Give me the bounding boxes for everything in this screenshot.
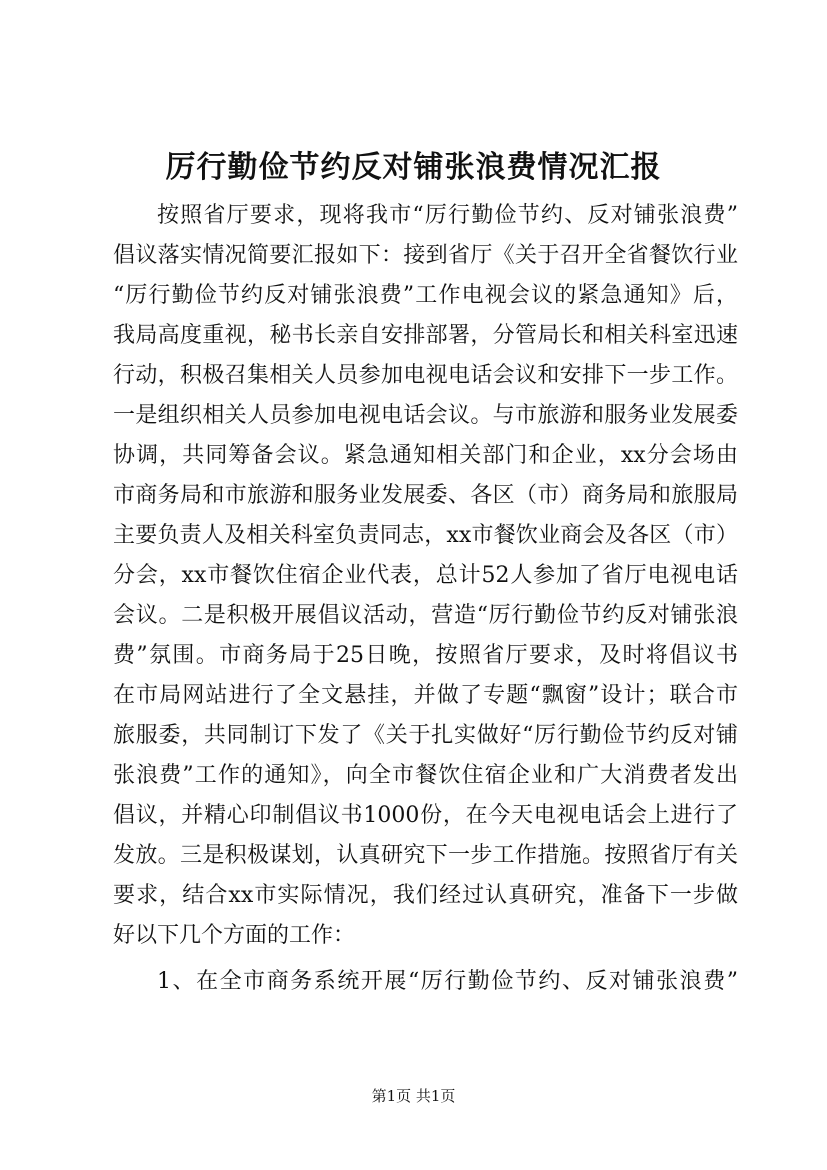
body-line: 协调，共同筹备会议。紧急通知相关部门和企业，xx分会场由 bbox=[113, 443, 738, 468]
body-line: 我局高度重视，秘书长亲自安排部署，分管局长和相关科室迅速 bbox=[113, 323, 738, 348]
body-line: 好以下几个方面的工作： bbox=[113, 923, 356, 948]
body-line: 费”氛围。市商务局于25日晚，按照省厅要求，及时将倡议书 bbox=[113, 643, 738, 668]
body-line: 一是组织相关人员参加电视电话会议。与市旅游和服务业发展委 bbox=[113, 403, 738, 428]
body-line: 按照省厅要求，现将我市“厉行勤俭节约、反对铺张浪费” bbox=[157, 203, 738, 228]
body-line: 张浪费”工作的通知》，向全市餐饮住宿企业和广大消费者发出 bbox=[113, 763, 738, 788]
body-line: 倡议落实情况简要汇报如下：接到省厅《关于召开全省餐饮行业 bbox=[113, 243, 738, 268]
page-number: 第1页 共1页 bbox=[371, 1087, 456, 1105]
body-line: 倡议，并精心印制倡议书1000份，在今天电视电话会上进行了 bbox=[113, 803, 738, 828]
body-line: 发放。三是积极谋划，认真研究下一步工作措施。按照省厅有关 bbox=[113, 843, 738, 868]
body-line: 旅服委，共同制订下发了《关于扎实做好“厉行勤俭节约反对铺 bbox=[113, 723, 738, 748]
body-line: 主要负责人及相关科室负责同志，xx市餐饮业商会及各区（市） bbox=[113, 523, 738, 548]
body-line: 要求，结合xx市实际情况，我们经过认真研究，准备下一步做 bbox=[113, 883, 738, 908]
body-line: 市商务局和市旅游和服务业发展委、各区（市）商务局和旅服局 bbox=[113, 483, 738, 508]
body-line: 在市局网站进行了全文悬挂，并做了专题“飘窗”设计；联合市 bbox=[113, 683, 738, 708]
list-item: 1、在全市商务系统开展“厉行勤俭节约、反对铺张浪费” bbox=[157, 969, 738, 994]
body-line: 行动，积极召集相关人员参加电视电话会议和安排下一步工作。 bbox=[113, 363, 738, 388]
document-title: 厉行勤俭节约反对铺张浪费情况汇报 bbox=[165, 150, 662, 185]
body-line: “厉行勤俭节约反对铺张浪费”工作电视会议的紧急通知》后， bbox=[113, 283, 738, 308]
body-line: 分会，xx市餐饮住宿企业代表，总计52人参加了省厅电视电话 bbox=[113, 563, 738, 588]
body-line: 会议。二是积极开展倡议活动，营造“厉行勤俭节约反对铺张浪 bbox=[113, 603, 738, 628]
